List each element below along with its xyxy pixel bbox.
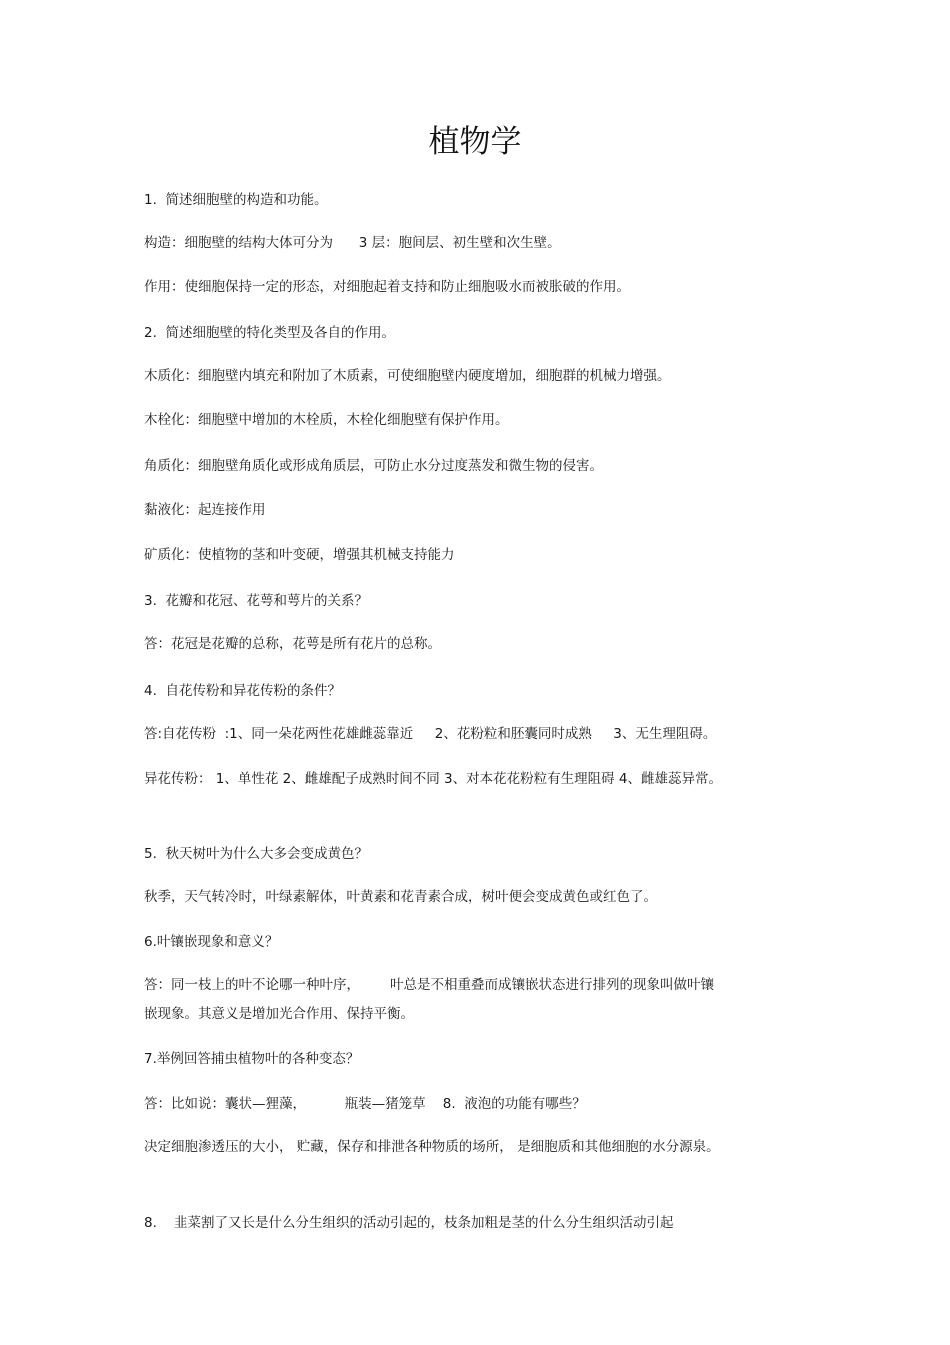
answer-6-line-2: 嵌现象。其意义是增加光合作用、保持平衡。: [144, 1006, 414, 1022]
question-1: 1. 简述细胞壁的构造和功能。: [144, 192, 328, 208]
question-4: 4. 自花传粉和异花传粉的条件？: [144, 683, 341, 699]
question-3: 3. 花瓣和花冠、花萼和萼片的关系？: [144, 593, 368, 609]
answer-4-cross-pollination: 异花传粉： 1、单性花 2、雌雄配子成熟时间不同 3、对本花花粉粒有生理阻碍 4、雌雄蕊异常。: [144, 771, 723, 787]
answer-2-lignification: 木质化：细胞壁内填充和附加了木质素，可使细胞壁内硬度增加，细胞群的机械力增强。: [144, 368, 671, 384]
question-6: 6.叶镶嵌现象和意义？: [144, 934, 279, 950]
answer-2-mucilage: 黏液化：起连接作用: [144, 502, 266, 518]
answer-2-cutinization: 角质化：细胞壁角质化或形成角质层，可防止水分过度蒸发和微生物的侵害。: [144, 458, 603, 474]
answer-3: 答：花冠是花瓣的总称，花萼是所有花片的总称。: [144, 636, 441, 652]
answer-2-suberization: 木栓化：细胞壁中增加的木栓质，木栓化细胞壁有保护作用。: [144, 412, 509, 428]
page-title: 植物学: [428, 124, 522, 160]
question-8: 8. 韭菜割了又长是什么分生组织的活动引起的，枝条加粗是茎的什么分生组织活动引起: [144, 1215, 674, 1231]
question-5: 5. 秋天树叶为什么大多会变成黄色？: [144, 846, 368, 862]
question-7: 7.举例回答捕虫植物叶的各种变态？: [144, 1051, 360, 1067]
answer-1-structure: 构造：细胞壁的结构大体可分为 3 层：胞间层、初生壁和次生壁。: [144, 235, 561, 251]
answer-2-mineralization: 矿质化：使植物的茎和叶变硬，增强其机械支持能力: [144, 547, 455, 563]
answer-7-and-question-8: 答：比如说：囊状—狸藻， 瓶装—猪笼草 8. 液泡的功能有哪些？: [144, 1096, 586, 1112]
answer-4-self-pollination: 答:自花传粉 :1、同一朵花两性花雄雌蕊靠近 2、花粉粒和胚囊同时成熟 3、无生理阻碍。: [144, 726, 717, 742]
question-2: 2. 简述细胞壁的特化类型及各自的作用。: [144, 325, 395, 341]
answer-1-function: 作用：使细胞保持一定的形态，对细胞起着支持和防止细胞吸水而被胀破的作用。: [144, 279, 630, 295]
answer-vacuole-function: 决定细胞渗透压的大小， 贮藏，保存和排泄各种物质的场所， 是细胞质和其他细胞的水分源泉。: [144, 1139, 720, 1155]
answer-5: 秋季，天气转冷时，叶绿素解体，叶黄素和花青素合成，树叶便会变成黄色或红色了。: [144, 889, 657, 905]
answer-6-line-1: 答：同一枝上的叶不论哪一种叶序， 叶总是不相重叠而成镶嵌状态进行排列的现象叫做叶镶: [144, 977, 715, 993]
